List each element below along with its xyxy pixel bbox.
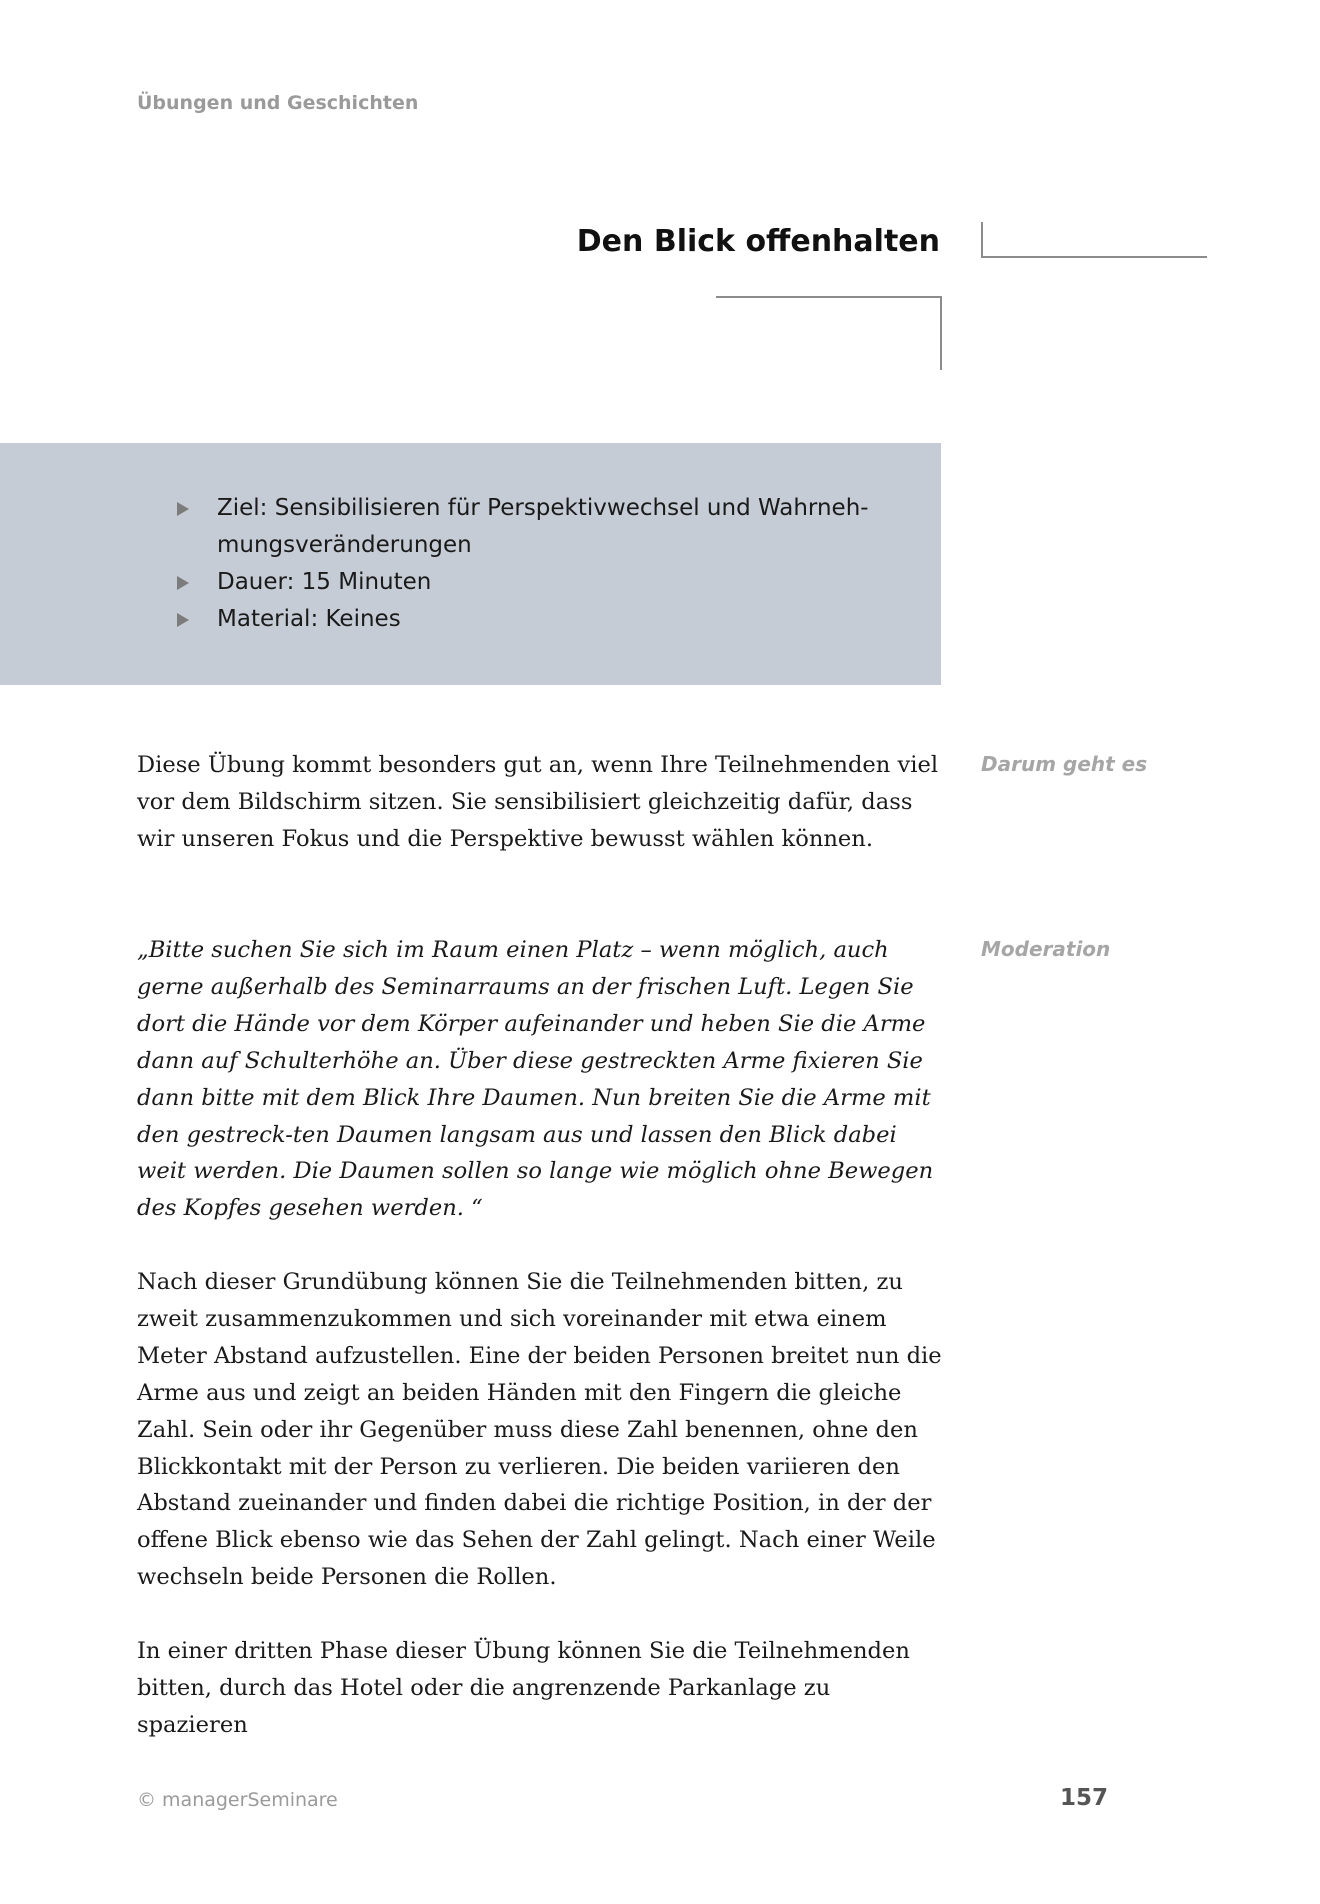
info-item-text: Ziel: Sensibilisieren für Perspektivwechsel und Wahrneh-mungsveränderungen — [217, 495, 869, 558]
triangle-bullet-icon — [177, 613, 189, 627]
page-title: Den Blick offenhalten — [576, 224, 940, 259]
exercise-info-list — [177, 490, 897, 638]
third-phase-paragraph: In einer dritten Phase dieser Übung können Sie die Teilnehmenden bitten, durch das Hotel oder die angrenzende Parkanlage zu spazieren — [137, 1638, 910, 1738]
title-bracket-bottom-decoration — [716, 296, 942, 370]
triangle-bullet-icon — [177, 576, 189, 590]
moderation-quote-paragraph: „Bitte suchen Sie sich im Raum einen Platz – wenn möglich, auch gerne außerhalb des Seminarraums an der frischen Luft. Legen Sie dort die Hände vor dem Körper aufeinander und heben Sie die Arme dann auf Schulterhöhe an. Über diese gestreckten Arme fixieren Sie dann bitte mit dem Blick Ihre Daumen. Nun breiten Sie die Arme mit den gestreck-ten Daumen langsam aus und lassen den Blick dabei weit werden. Die Daumen sollen so lange wie möglich ohne Bewegen des Kopfes gesehen werden. “ — [137, 937, 934, 1222]
page-number: 157 — [1060, 1785, 1109, 1811]
intro-paragraph: Diese Übung kommt besonders gut an, wenn Ihre Teilnehmenden viel vor dem Bildschirm sitzen. Sie sensibilisiert gleichzeitig dafür, dass wir unseren Fokus und die Perspektive bewusst wählen können. — [137, 752, 939, 852]
triangle-bullet-icon — [177, 502, 189, 516]
footer-copyright: © managerSeminare — [137, 1789, 338, 1811]
info-item-material — [177, 601, 897, 638]
margin-note-darum-geht-es: Darum geht es — [981, 752, 1148, 776]
info-item-text: Dauer: 15 Minuten — [217, 569, 432, 595]
info-item-text: Material: Keines — [217, 606, 401, 632]
exercise-info-box — [0, 443, 941, 685]
second-phase-paragraph: Nach dieser Grundübung können Sie die Teilnehmenden bitten, zu zweit zusammenzukommen und sich voreinander mit etwa einem Meter Abstand aufzustellen. Eine der beiden Personen breitet nun die Arme aus und zeigt an beiden Händen mit den Fingern die gleiche Zahl. Sein oder ihr Gegenüber muss diese Zahl benennen, ohne den Blickkontakt mit der Person zu verlieren. Die beiden variieren den Abstand zueinander und finden dabei die richtige Position, in der der offene Blick ebenso wie das Sehen der Zahl gelingt. Nach einer Weile wechseln beide Personen die Rollen. — [137, 1269, 942, 1591]
running-head: Übungen und Geschichten — [137, 92, 419, 114]
title-bracket-top-decoration — [981, 222, 1207, 258]
margin-note-moderation: Moderation — [981, 937, 1111, 961]
info-item-dauer — [177, 564, 897, 601]
info-item-ziel — [177, 490, 897, 564]
